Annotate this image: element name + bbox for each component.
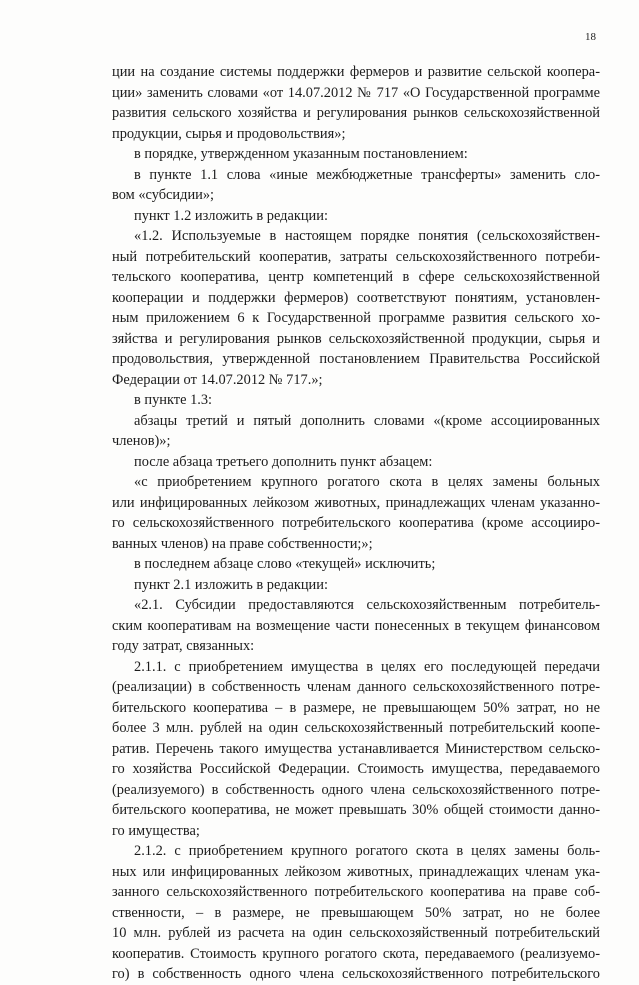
text-line: продукции, сырья и продовольствия»;	[112, 125, 346, 142]
text-line: вом «субсидии»;	[112, 187, 215, 203]
text-line: после абзаца третьего дополнить пункт абзацем:	[134, 453, 433, 470]
text-line: го имущества;	[112, 822, 200, 839]
text-line: 10 млн. рублей из расчета на один сельскохозяйственный потребительский	[112, 925, 600, 941]
text-line: ным приложением 6 к Государственной программе развития сельского хо-	[112, 310, 600, 326]
text-line: ванных членов) на праве собственности;»;	[112, 535, 373, 552]
text-line: бительского кооператива, не может превышать 30% общей стоимости данно-	[112, 802, 600, 818]
text-line: абзацы третий и пятый дополнить словами «(кроме ассоциированных	[134, 412, 600, 429]
text-line: «2.1. Субсидии предоставляются сельскохозяйственным потребитель-	[134, 597, 600, 613]
text-line: пункт 1.2 изложить в редакции:	[134, 207, 328, 224]
text-line: продовольствия, утвержденной постановлением Правительства Российской	[112, 351, 600, 367]
text-line: году затрат, связанных:	[112, 638, 255, 654]
text-line: го сельскохозяйственного потребительского кооператива (кроме ассоцииро-	[112, 515, 600, 531]
text-line: «с приобретением крупного рогатого скота в целях замены больных	[134, 474, 600, 490]
text-line: кооперации и поддержки фермеров) соответствуют понятиям, установлен-	[112, 289, 600, 306]
text-line: более 3 млн. рублей на один сельскохозяйственный потребительский коопе-	[112, 720, 600, 736]
text-line: членов)»;	[112, 433, 171, 449]
text-line: пункт 2.1 изложить в редакции:	[134, 576, 328, 593]
text-line: Федерации от 14.07.2012 № 717.»;	[112, 371, 323, 388]
text-line: в пункте 1.3:	[134, 392, 213, 408]
text-line: (реализуемого) в собственность одного члена сельскохозяйственного потре-	[112, 781, 600, 798]
text-line: в пункте 1.1 слова «иные межбюджетные трансферты» заменить сло-	[134, 166, 600, 183]
page-number: 18	[585, 31, 596, 43]
document-body	[112, 62, 600, 985]
text-line: 2.1.2. с приобретением крупного рогатого скота в целях замены боль-	[134, 843, 600, 859]
text-line: (реализации) в собственность членам данного сельскохозяйственного потре-	[112, 679, 600, 695]
text-line: 2.1.1. с приобретением имущества в целях его последующей передачи	[134, 658, 600, 675]
text-line: в последнем абзаце слово «текущей» исключить;	[134, 556, 436, 572]
text-line: или инфицированных лейкозом животных, принадлежащих членам указанно-	[112, 494, 600, 511]
text-line: ственности, – в размере, не превышающем 50% затрат, но не более	[112, 904, 600, 921]
text-line: зяйства и регулирования рынков сельскохозяйственной продукции, сырья и	[112, 330, 600, 347]
text-line: ных или инфицированных лейкозом животных, принадлежащих членам ука-	[112, 863, 600, 880]
text-line: тельского кооператива, центр компетенций в сфере сельскохозяйственной	[112, 269, 600, 285]
text-line: развития сельского хозяйства и регулирования рынков сельскохозяйственной	[112, 105, 600, 121]
text-line: ный потребительский кооператив, затраты сельскохозяйственного потреби-	[112, 248, 600, 265]
text-line: бительского кооператива – в размере, не превышающем 50% затрат, но не	[112, 699, 600, 716]
text-line: кооператив. Стоимость крупного рогатого скота, передаваемого (реализуемо-	[112, 945, 600, 962]
text-line: ским кооперативам на возмещение части понесенных в текущем финансовом	[112, 617, 600, 634]
text-line: го хозяйства Российской Федерации. Стоимость имущества, передаваемого	[112, 761, 600, 777]
text-line: ратив. Перечень такого имущества устанавливается Министерством сельско-	[112, 740, 600, 757]
text-line: ции» заменить словами «от 14.07.2012 № 717 «О Государственной программе	[112, 84, 600, 101]
text-line: в порядке, утвержденном указанным постановлением:	[134, 146, 468, 162]
text-line: го) в собственность одного члена сельскохозяйственного потребительского	[112, 966, 600, 982]
text-line: ции на создание системы поддержки фермеров и развитие сельской коопера-	[112, 64, 600, 80]
text-line: «1.2. Используемые в настоящем порядке понятия (сельскохозяйствен-	[134, 228, 600, 244]
text-line: занного сельскохозяйственного потребительского кооператива на праве соб-	[112, 884, 600, 900]
